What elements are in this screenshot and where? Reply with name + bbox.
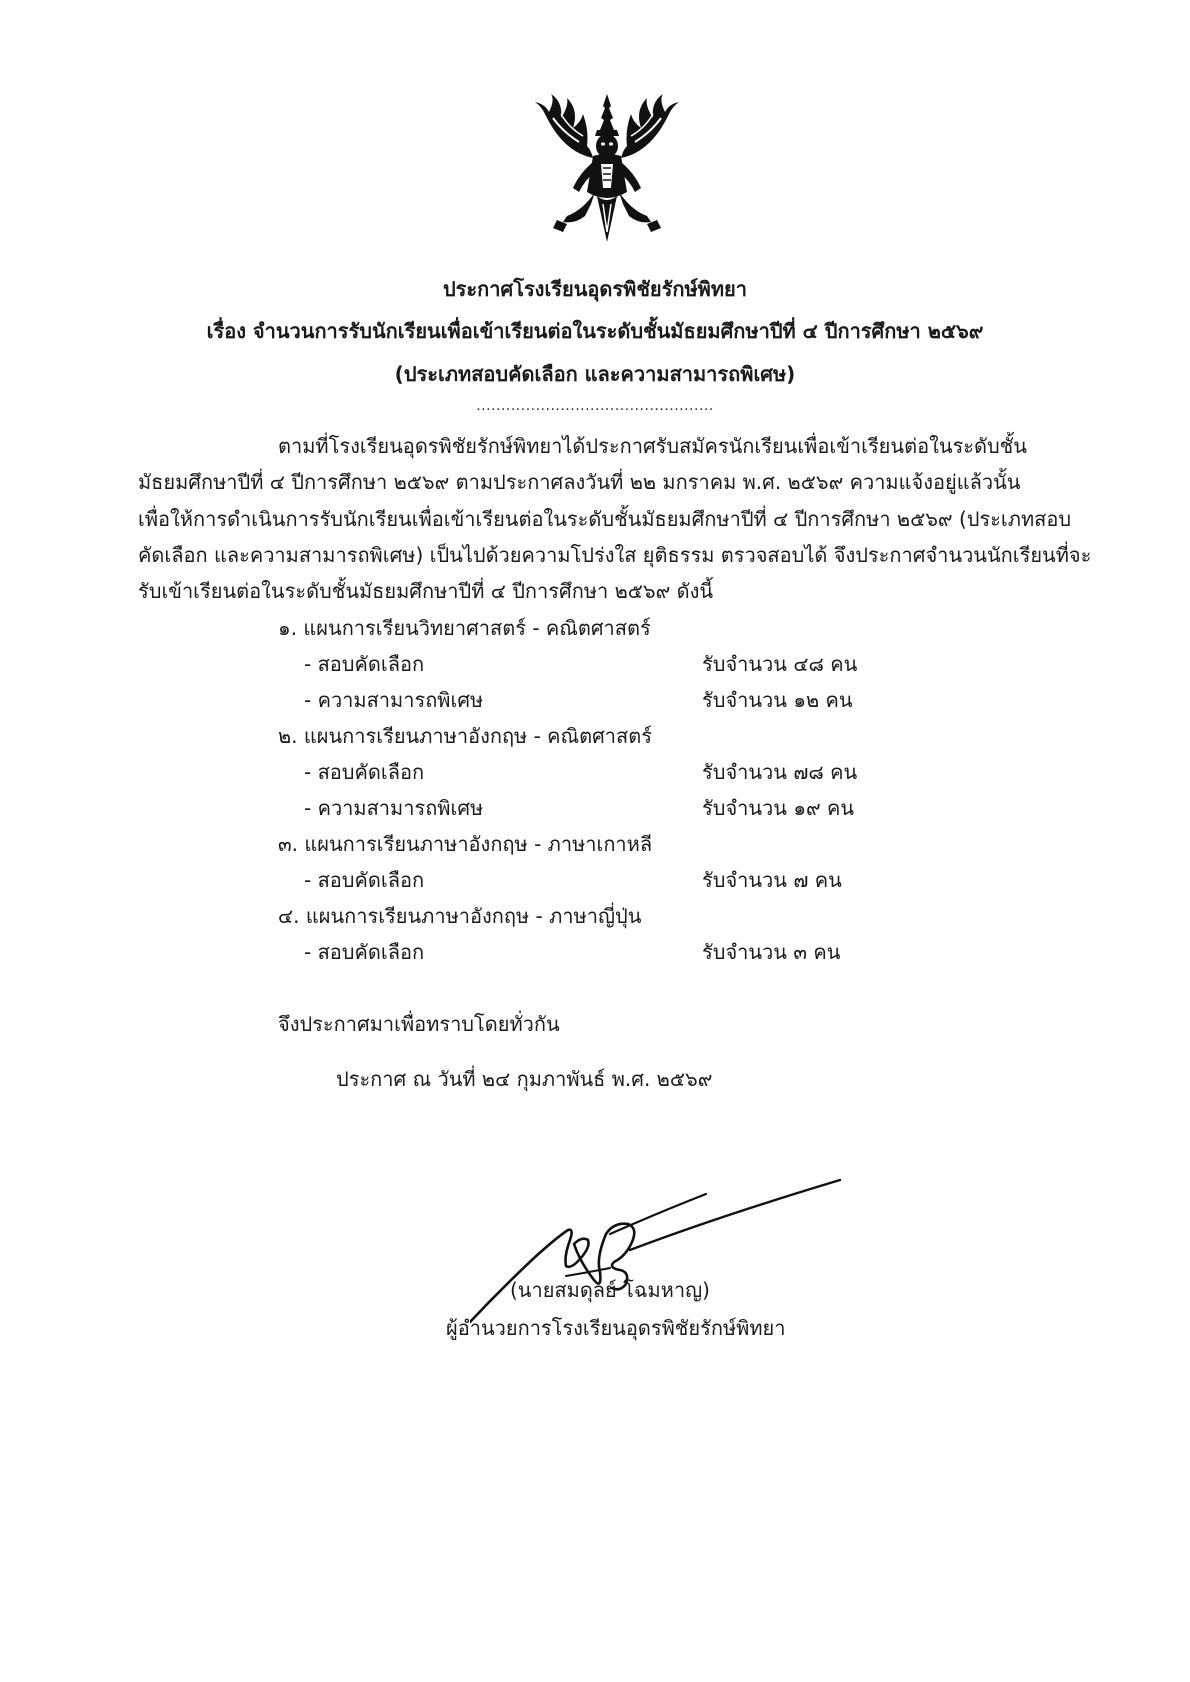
body-line: ตามที่โรงเรียนอุดรพิชัยรักษ์พิทยาได้ประกาศรับสมัครนักเรียนเพื่อเข้าเรียนต่อในระดับชั้น <box>278 434 1027 458</box>
body-line: รับเข้าเรียนต่อในระดับชั้นมัธยมศึกษาปีที่ ๔ ปีการศึกษา ๒๕๖๙ ดังนี้ <box>138 579 714 603</box>
plan-title: ๒. แผนการเรียนภาษาอังกฤษ - คณิตศาสตร์ <box>278 724 652 748</box>
plan-item-label: - สอบคัดเลือก <box>304 760 425 784</box>
announcement-date: ประกาศ ณ วันที่ ๒๔ กุมภาพันธ์ พ.ศ. ๒๕๖๙ <box>336 1067 713 1091</box>
plan-item-quota: รับจำนวน ๗๘ คน <box>702 760 858 784</box>
plan-item-label: - ความสามารถพิเศษ <box>304 688 484 712</box>
header-divider: ................................................ <box>476 398 714 414</box>
announcement-subtitle: (ประเภทสอบคัดเลือก และความสามารถพิเศษ) <box>394 362 796 386</box>
plan-title: ๓. แผนการเรียนภาษาอังกฤษ - ภาษาเกาหลี <box>278 832 653 856</box>
body-line: คัดเลือก และความสามารถพิเศษ) เป็นไปด้วยความโปร่งใส ยุติธรรม ตรวจสอบได้ จึงประกาศจำนวนนักเรียนที่จะ <box>138 543 1092 567</box>
plan-item-label: - ความสามารถพิเศษ <box>304 796 484 820</box>
plan-item-quota: รับจำนวน ๑๒ คน <box>702 688 853 712</box>
announcement-title: ประกาศโรงเรียนอุดรพิชัยรักษ์พิทยา <box>442 277 747 301</box>
plan-item-label: - สอบคัดเลือก <box>304 652 425 676</box>
handwritten-signature-icon <box>470 1172 850 1330</box>
plan-item-quota: รับจำนวน ๔๘ คน <box>702 652 858 676</box>
plan-item-quota: รับจำนวน ๓ คน <box>702 940 841 964</box>
body-line: มัธยมศึกษาปีที่ ๔ ปีการศึกษา ๒๕๖๙ ตามประกาศลงวันที่ ๒๒ มกราคม พ.ศ. ๒๕๖๙ ความแจ้งอยู่แล้วนั้น <box>138 470 1021 494</box>
closing-text: จึงประกาศมาเพื่อทราบโดยทั่วกัน <box>278 1012 560 1036</box>
garuda-emblem-icon <box>523 92 691 250</box>
plan-title: ๔. แผนการเรียนภาษาอังกฤษ - ภาษาญี่ปุ่น <box>278 904 642 928</box>
plan-item-quota: รับจำนวน ๗ คน <box>702 868 842 892</box>
plan-item-label: - สอบคัดเลือก <box>304 940 425 964</box>
signatory-position: ผู้อำนวยการโรงเรียนอุดรพิชัยรักษ์พิทยา <box>446 1316 786 1340</box>
plan-item-label: - สอบคัดเลือก <box>304 868 425 892</box>
body-line: เพื่อให้การดำเนินการรับนักเรียนเพื่อเข้าเรียนต่อในระดับชั้นมัธยมศึกษาปีที่ ๔ ปีการศึกษา ๒๕๖๙ (ประเภทสอบ <box>138 507 1072 531</box>
signatory-name: (นายสมดุลย์ โฉมหาญ) <box>510 1278 710 1302</box>
plan-item-quota: รับจำนวน ๑๙ คน <box>702 796 855 820</box>
announcement-subject: เรื่อง จำนวนการรับนักเรียนเพื่อเข้าเรียนต่อในระดับชั้นมัธยมศึกษาปีที่ ๔ ปีการศึกษา ๒๕๖๙ <box>206 319 984 343</box>
plan-title: ๑. แผนการเรียนวิทยาศาสตร์ - คณิตศาสตร์ <box>278 616 651 640</box>
